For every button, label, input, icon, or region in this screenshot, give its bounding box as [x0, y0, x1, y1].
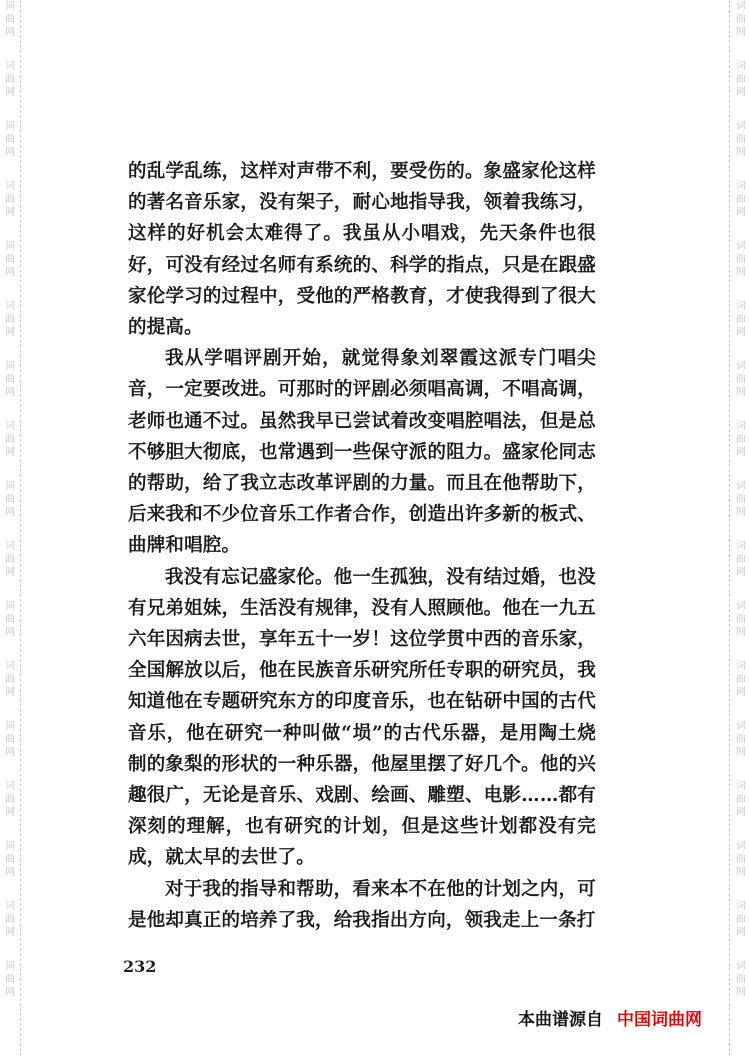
watermark-stamp: 词 曲 网: [5, 61, 15, 98]
left-margin-watermark-strip: [0, 0, 22, 1056]
watermark-stamp: 词 曲 网: [5, 1, 15, 38]
watermark-stamp: 词 曲 网: [736, 61, 746, 98]
watermark-stamp: 词 曲 网: [5, 961, 15, 998]
watermark-stamp: 词 曲 网: [736, 361, 746, 398]
body-text: [128, 156, 596, 936]
watermark-stamp: 词 曲 网: [736, 661, 746, 698]
watermark-stamp: 词 曲 网: [736, 781, 746, 818]
watermark-stamp: 词 曲 网: [5, 181, 15, 218]
watermark-stamp: 词 曲 网: [736, 121, 746, 158]
paragraph-3: 我没有忘记盛家伦。他一生孤独，没有结过婚，也没有兄弟姐妹，生活没有规律，没有人照顾他。他在一九五六年因病去世，享年五十一岁！这位学贯中西的音乐家，全国解放以后，他在民族音乐研究所任专职的研究员，我知道他在专题研究东方的印度音乐，也在钻研中国的古代音乐，他在研究一种叫做“埙”的古代乐器，是用陶土烧制的象梨的形状的一种乐器，他屋里摆了好几个。他的兴趣很广，无论是音乐、戏剧、绘画、雕塑、电影……都有深刻的理解，也有研究的计划，但是这些计划都没有完成，就太早的去世了。: [128, 566, 596, 869]
source-note: [518, 1005, 702, 1030]
watermark-stamp: 词 曲 网: [5, 721, 15, 758]
right-margin-watermark-strip: [727, 0, 749, 1056]
watermark-stamp: 词 曲 网: [5, 661, 15, 698]
page-number: 232: [123, 957, 157, 976]
left-dashed-rule: [20, 0, 21, 1056]
watermark-stamp: 词 曲 网: [736, 181, 746, 218]
watermark-stamp: 词 曲 网: [5, 361, 15, 398]
watermark-stamp: 词 曲 网: [736, 301, 746, 338]
watermark-stamp: 词 曲 网: [736, 1, 746, 38]
watermark-stamp: 词 曲 网: [5, 421, 15, 458]
watermark-stamp: 词 曲 网: [5, 241, 15, 278]
right-dashed-rule: [729, 0, 730, 1056]
watermark-stamp: 词 曲 网: [5, 901, 15, 938]
watermark-stamp: 词 曲 网: [736, 901, 746, 938]
watermark-stamp: 词 曲 网: [736, 961, 746, 998]
source-note-site: 中国词曲网: [617, 1010, 702, 1030]
watermark-stamp: 词 曲 网: [5, 301, 15, 338]
watermark-stamp: 词 曲 网: [5, 121, 15, 158]
watermark-stamp: 词 曲 网: [736, 241, 746, 278]
source-note-prefix: 本曲谱源自: [518, 1010, 603, 1030]
watermark-stamp: 词 曲 网: [736, 541, 746, 578]
watermark-stamp: 词 曲 网: [5, 541, 15, 578]
watermark-stamp: 词 曲 网: [736, 481, 746, 518]
paragraph-4: 对于我的指导和帮助，看来本不在他的计划之内，可是他却真正的培养了我，给我指出方向，领我走上一条打: [128, 878, 596, 931]
watermark-stamp: 词 曲 网: [5, 601, 15, 638]
watermark-stamp: 词 曲 网: [736, 421, 746, 458]
watermark-stamp: 词 曲 网: [736, 841, 746, 878]
watermark-stamp: 词 曲 网: [5, 841, 15, 878]
watermark-stamp: 词 曲 网: [736, 601, 746, 638]
paragraph-1: 的乱学乱练，这样对声带不利，要受伤的。象盛家伦这样的著名音乐家，没有架子，耐心地指导我，领着我练习，这样的好机会太难得了。我虽从小唱戏，先天条件也很好，可没有经过名师有系统的、科学的指点，只是在跟盛家伦学习的过程中，受他的严格教育，才使我得到了很大的提高。: [128, 161, 596, 339]
paragraph-2: 我从学唱评剧开始，就觉得象刘翠霞这派专门唱尖音，一定要改进。可那时的评剧必须唱高调，不唱高调，老师也通不过。虽然我早已尝试着改变唱腔唱法，但是总不够胆大彻底，也常遇到一些保守派的阻力。盛家伦同志的帮助，给了我立志改革评剧的力量。而且在他帮助下，后来我和不少位音乐工作者合作，创造出许多新的板式、曲牌和唱腔。: [128, 348, 596, 557]
watermark-stamp: 词 曲 网: [5, 781, 15, 818]
watermark-stamp: 词 曲 网: [736, 721, 746, 758]
watermark-stamp: 词 曲 网: [5, 481, 15, 518]
